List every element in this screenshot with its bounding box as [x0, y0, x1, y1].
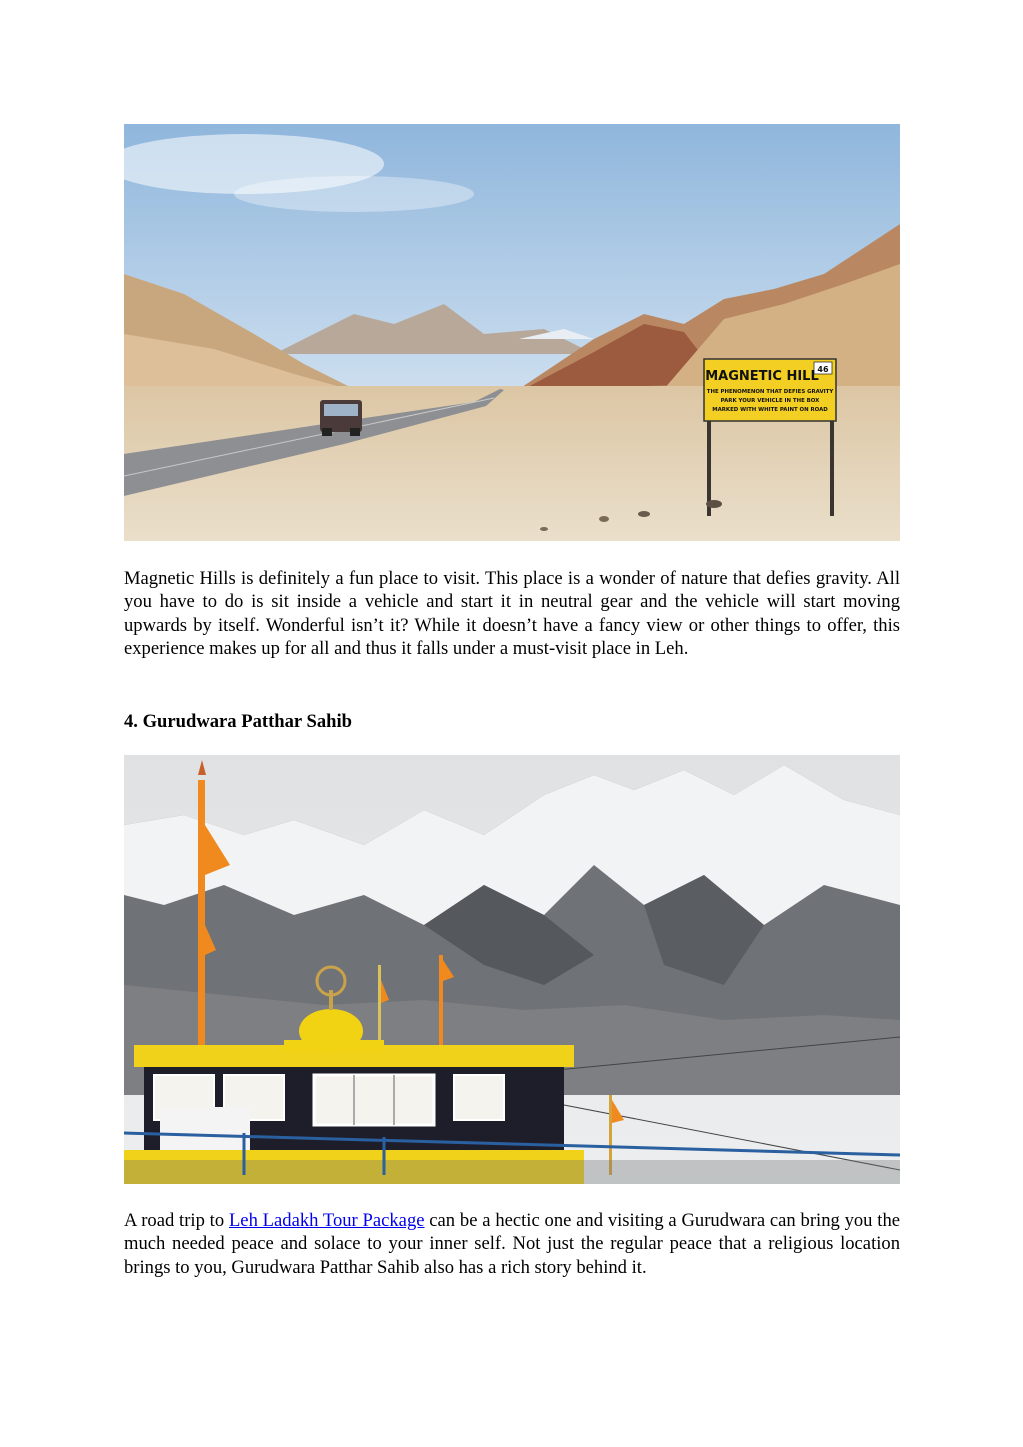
gurudwara-photo: [124, 755, 900, 1184]
magnetic-hill-photo: [124, 124, 900, 541]
sign-title: MAGNETIC HILL: [705, 369, 819, 384]
leh-ladakh-tour-package-link[interactable]: Leh Ladakh Tour Package: [228, 1210, 425, 1231]
sign-line-2: PARK YOUR VEHICLE IN THE BOX: [720, 398, 820, 404]
sign-number: 46: [817, 365, 829, 374]
sign-line-3: MARKED WITH WHITE PAINT ON ROAD: [712, 407, 828, 413]
sign-line-1: THE PHENOMENON THAT DEFIES GRAVITY: [706, 389, 834, 395]
magnetic-hill-paragraph: Magnetic Hills is definitely a fun place to visit. This place is a wonder of nature that defies gravity. All you have to do is sit inside a vehicle and start it in neutral gear and the vehicle will start moving upwards by itself. Wonderful isn’t it? While it doesn’t have a fancy view or other things to offer, this experience makes up for all and thus it falls under a must-visit place in Leh.: [124, 568, 900, 660]
paragraph-text-before-link: A road trip to: [124, 1210, 229, 1231]
magnetic-hill-illustration: [124, 124, 900, 541]
gurudwara-paragraph: [124, 1209, 900, 1279]
paragraph-text-after-link: can be a hectic one and visiting a Gurudwara can bring you the much needed peace and solace to your inner self. Not just the regular peace that a religious location brings to you, Gurudwara Patthar Sahib also has a rich story behind it.: [124, 1210, 901, 1278]
gurudwara-illustration: [124, 755, 900, 1184]
section-heading: 4. Gurudwara Patthar Sahib: [124, 711, 352, 732]
